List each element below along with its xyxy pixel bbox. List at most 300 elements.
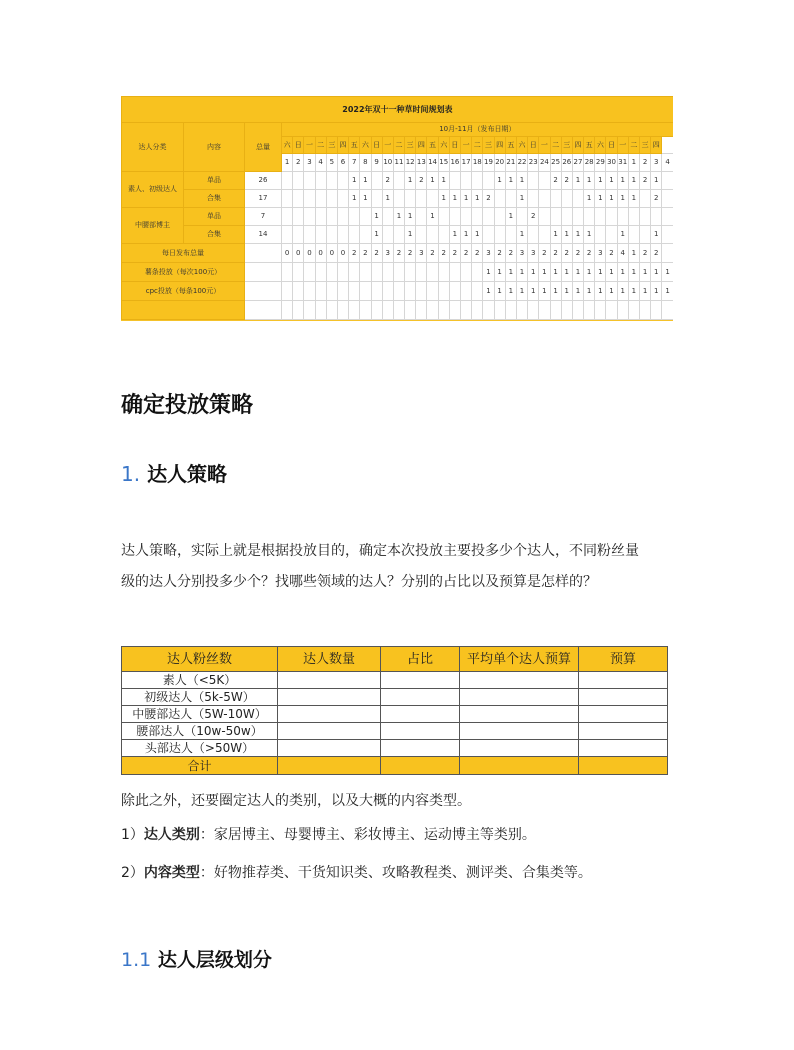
schedule-cell [427,226,438,244]
fans-header-cell: 预算 [579,647,668,672]
weekday-cell: 二 [393,137,404,154]
schedule-cell [595,301,606,320]
schedule-cell [550,208,561,226]
schedule-cell [628,226,639,244]
ad-cell [337,282,348,301]
fans-cell [460,723,579,740]
schedule-cell: 1 [572,226,583,244]
daily-total-cell: 2 [572,244,583,263]
schedule-cell [494,226,505,244]
weekday-cell: 三 [561,137,572,154]
fans-row [122,740,668,757]
ad-cell [293,263,304,282]
schedule-cell [326,172,337,190]
weekday-cell: 六 [516,137,527,154]
ad-cell [449,282,460,301]
day-cell: 4 [315,154,326,172]
schedule-cell [550,190,561,208]
ad-cell [326,282,337,301]
ad-cell: 1 [662,282,673,301]
ad-cell [382,282,393,301]
schedule-cell [640,226,651,244]
ad-cell: 1 [628,282,639,301]
schedule-cell [337,190,348,208]
weekday-cell: 四 [494,137,505,154]
schedule-cell [449,208,460,226]
schedule-cell [662,172,673,190]
day-cell: 6 [337,154,348,172]
day-cell: 10 [382,154,393,172]
schedule-cell [326,226,337,244]
ad-cell [360,263,371,282]
day-cell: 15 [438,154,449,172]
ad-cell [371,282,382,301]
schedule-cell [561,301,572,320]
day-cell: 18 [472,154,483,172]
schedule-cell [483,226,494,244]
ad-cell [393,263,404,282]
schedule-row [122,208,674,226]
day-cell: 28 [584,154,595,172]
daily-total-cell: 2 [371,244,382,263]
fans-tier-label: 初级达人（5k-5W） [122,689,278,706]
list-item-2-text: ：好物推荐类、干货知识类、攻略教程类、测评类、合集类等。 [199,865,592,881]
weekday-cell: 四 [651,137,662,154]
row-content: 单品 [184,208,245,226]
schedule-cell [304,226,315,244]
ad-cell: 1 [595,263,606,282]
schedule-cell [315,190,326,208]
daily-total-cell: 2 [393,244,404,263]
daily-total-cell: 0 [326,244,337,263]
ad-cell [461,282,472,301]
schedule-cell [561,208,572,226]
schedule-cell [539,226,550,244]
paragraph-2: 除此之外，还要圈定达人的类别，以及大概的内容类型。 [121,793,471,809]
schedule-cell [606,301,617,320]
day-cell: 4 [662,154,673,172]
schedule-cell [505,226,516,244]
ad-cell [360,282,371,301]
schedule-cell [349,226,360,244]
weekday-cell: 一 [382,137,393,154]
weekday-cell: 一 [304,137,315,154]
ad-row-label [122,301,245,320]
schedule-cell [662,208,673,226]
schedule-cell [371,301,382,320]
schedule-cell: 1 [360,190,371,208]
schedule-cell [662,226,673,244]
schedule-cell [360,208,371,226]
fans-row [122,706,668,723]
schedule-cell [326,190,337,208]
schedule-cell: 1 [516,190,527,208]
ad-cell [438,263,449,282]
fans-cell [381,723,460,740]
schedule-cell [416,208,427,226]
col-header-category: 达人分类 [122,123,184,172]
schedule-cell: 1 [371,208,382,226]
group-name: 中腰部博主 [122,208,184,244]
daily-total-cell: 2 [539,244,550,263]
schedule-cell [282,172,293,190]
ad-cell [282,263,293,282]
section-1-heading [121,458,227,487]
ad-cell: 1 [494,263,505,282]
schedule-cell: 1 [472,190,483,208]
fans-header-cell: 达人粉丝数 [122,647,278,672]
fans-cell [278,672,381,689]
schedule-cell [326,208,337,226]
schedule-cell [595,208,606,226]
fans-cell [460,689,579,706]
schedule-cell [449,301,460,320]
ad-row [122,282,674,301]
day-cell: 14 [427,154,438,172]
day-cell: 1 [628,154,639,172]
weekday-cell: 六 [360,137,371,154]
ad-cell: 1 [505,282,516,301]
day-cell: 2 [293,154,304,172]
daily-total-cell: 2 [438,244,449,263]
day-cell: 9 [371,154,382,172]
list-item-1-text: ：家居博主、母婴博主、彩妆博主、运动博主等类别。 [199,827,536,843]
day-cell: 23 [528,154,539,172]
daily-total-cell: 2 [349,244,360,263]
schedule-cell [382,226,393,244]
schedule-cell [461,208,472,226]
schedule-cell: 1 [382,190,393,208]
schedule-cell: 1 [438,172,449,190]
schedule-cell: 1 [606,172,617,190]
daily-total-cell [662,244,673,263]
schedule-cell: 1 [561,226,572,244]
fans-total-cell [460,757,579,775]
schedule-cell: 1 [550,226,561,244]
schedule-cell: 1 [472,226,483,244]
list-item-1-label: 达人类别 [143,827,200,843]
schedule-cell [293,301,304,320]
section-1-1-heading [121,945,272,972]
schedule-cell [427,301,438,320]
schedule-cell [572,190,583,208]
fans-total-cell [579,757,668,775]
schedule-cell [628,208,639,226]
row-total: 17 [245,190,282,208]
schedule-row [122,190,674,208]
schedule-cell [304,190,315,208]
day-cell: 24 [539,154,550,172]
schedule-cell [393,190,404,208]
schedule-cell [472,208,483,226]
schedule-cell [528,190,539,208]
schedule-cell: 1 [617,190,628,208]
fans-cell [278,723,381,740]
ad-cell: 1 [584,282,595,301]
daily-total-cell: 3 [382,244,393,263]
schedule-cell [606,208,617,226]
schedule-cell [315,208,326,226]
fans-row [122,672,668,689]
schedule-cell [337,172,348,190]
ad-cell: 1 [606,282,617,301]
day-cell: 29 [595,154,606,172]
fans-tier-label: 头部达人（>50W） [122,740,278,757]
schedule-cell [304,208,315,226]
fans-total-cell [381,757,460,775]
schedule-cell [662,190,673,208]
row-content: 单品 [184,172,245,190]
schedule-cell [315,226,326,244]
schedule-cell [550,301,561,320]
schedule-cell: 1 [461,226,472,244]
ad-cell [282,282,293,301]
schedule-cell [483,301,494,320]
section-1-number: 1. [121,462,141,486]
ad-cell: 1 [584,263,595,282]
schedule-cell [528,301,539,320]
fans-row [122,723,668,740]
daily-total-cell: 3 [595,244,606,263]
ad-cell: 1 [572,282,583,301]
ad-cell [438,282,449,301]
ad-cell: 1 [516,263,527,282]
day-cell: 16 [449,154,460,172]
fans-total-label: 合计 [122,757,278,775]
weekday-cell: 三 [640,137,651,154]
ad-cell [315,263,326,282]
daily-total-cell: 2 [584,244,595,263]
daily-total-cell: 2 [651,244,662,263]
fans-cell [278,689,381,706]
ad-cell: 1 [550,282,561,301]
daily-total-cell: 3 [528,244,539,263]
schedule-cell [393,172,404,190]
daily-total-row [122,244,674,263]
weekday-cell: 五 [427,137,438,154]
list-item-2-label: 内容类型 [143,865,200,881]
fans-cell [278,740,381,757]
schedule-cell [539,190,550,208]
schedule-cell: 1 [349,172,360,190]
ad-cell [405,263,416,282]
weekday-cell: 三 [326,137,337,154]
ad-cell [382,263,393,282]
daily-total-cell: 1 [628,244,639,263]
list-item-1-prefix: 1） [121,827,144,843]
weekday-cell: 六 [282,137,293,154]
ad-row-label: 薯条投放（每次100元） [122,263,245,282]
schedule-cell: 1 [595,172,606,190]
schedule-cell [304,301,315,320]
schedule-cell [304,172,315,190]
schedule-cell [438,301,449,320]
schedule-cell [393,226,404,244]
fans-header-cell: 占比 [381,647,460,672]
fans-cell [381,672,460,689]
schedule-cell [282,226,293,244]
schedule-cell: 1 [505,172,516,190]
schedule-cell [293,190,304,208]
fans-cell [579,706,668,723]
fans-row [122,689,668,706]
ad-cell: 1 [595,282,606,301]
schedule-cell: 1 [494,172,505,190]
weekday-cell: 一 [617,137,628,154]
weekday-cell: 二 [550,137,561,154]
fans-cell [381,706,460,723]
schedule-cell: 1 [651,172,662,190]
day-cell: 1 [282,154,293,172]
section-1-1-title: 达人层级划分 [157,949,272,971]
fans-tier-label: 腰部达人（10w-50w） [122,723,278,740]
schedule-cell [494,190,505,208]
weekday-cell: 三 [405,137,416,154]
daily-total-cell: 2 [461,244,472,263]
schedule-cell: 1 [628,190,639,208]
schedule-cell [584,301,595,320]
fans-cell [579,689,668,706]
schedule-cell [360,301,371,320]
day-cell: 3 [304,154,315,172]
daily-total-cell: 2 [640,244,651,263]
schedule-cell [528,226,539,244]
schedule-cell [617,301,628,320]
schedule-cell [405,301,416,320]
day-cell: 27 [572,154,583,172]
ad-cell [337,263,348,282]
ad-cell: 1 [628,263,639,282]
ad-cell: 1 [617,282,628,301]
fans-table [121,646,668,775]
schedule-cell: 1 [393,208,404,226]
daily-total-cell: 2 [427,244,438,263]
fans-cell [460,740,579,757]
daily-total-cell: 0 [304,244,315,263]
schedule-cell: 2 [382,172,393,190]
schedule-cell: 1 [516,172,527,190]
schedule-cell: 1 [606,190,617,208]
daily-total-cell: 4 [617,244,628,263]
schedule-cell [405,190,416,208]
day-cell: 2 [640,154,651,172]
row-content: 合集 [184,226,245,244]
day-cell: 12 [405,154,416,172]
schedule-cell: 1 [427,208,438,226]
schedule-cell [539,172,550,190]
fans-cell [579,723,668,740]
day-cell: 3 [651,154,662,172]
row-total: 7 [245,208,282,226]
schedule-cell [494,301,505,320]
row-total [245,263,282,282]
schedule-cell: 1 [651,226,662,244]
weekday-cell: 日 [449,137,460,154]
section-1-1-number: 1.1 [121,949,152,971]
schedule-cell [561,190,572,208]
schedule-cell [662,301,673,320]
daily-total-cell: 2 [561,244,572,263]
daily-total-cell: 0 [315,244,326,263]
schedule-table [121,96,673,321]
ad-cell: 1 [606,263,617,282]
schedule-cell: 1 [449,226,460,244]
ad-cell [416,263,427,282]
ad-cell: 1 [617,263,628,282]
daily-total-cell: 2 [449,244,460,263]
fans-cell [460,706,579,723]
schedule-cell [315,301,326,320]
fans-cell [278,706,381,723]
schedule-cell [640,301,651,320]
daily-total-cell: 3 [483,244,494,263]
schedule-cell: 2 [550,172,561,190]
ad-cell [427,263,438,282]
schedule-cell [494,208,505,226]
schedule-cell [461,172,472,190]
schedule-cell [483,208,494,226]
daily-total-cell: 2 [550,244,561,263]
row-content: 合集 [184,190,245,208]
schedule-cell: 2 [561,172,572,190]
weekday-cell: 六 [438,137,449,154]
schedule-cell [449,172,460,190]
schedule-cell: 1 [461,190,472,208]
ad-cell [427,282,438,301]
ad-cell: 1 [539,263,550,282]
schedule-cell [416,226,427,244]
ad-cell: 1 [528,263,539,282]
ad-cell [461,263,472,282]
ad-cell [371,263,382,282]
row-total: 14 [245,226,282,244]
day-cell: 5 [326,154,337,172]
ad-cell [293,282,304,301]
schedule-cell [438,226,449,244]
schedule-cell [472,172,483,190]
schedule-cell: 1 [438,190,449,208]
schedule-cell [539,208,550,226]
schedule-row [122,172,674,190]
schedule-cell [438,208,449,226]
schedule-cell [651,301,662,320]
row-total [245,244,282,263]
schedule-cell [528,172,539,190]
day-cell: 20 [494,154,505,172]
schedule-cell [416,301,427,320]
schedule-cell: 2 [528,208,539,226]
ad-cell [472,282,483,301]
ad-row-label: cpc投放（每条100元） [122,282,245,301]
schedule-cell: 1 [584,190,595,208]
day-cell: 26 [561,154,572,172]
ad-cell [326,263,337,282]
ad-cell: 1 [516,282,527,301]
schedule-cell: 1 [628,172,639,190]
fans-cell [381,689,460,706]
list-item-1 [121,820,536,851]
schedule-cell [326,301,337,320]
schedule-cell: 1 [405,226,416,244]
schedule-cell: 1 [405,172,416,190]
ad-cell: 1 [550,263,561,282]
paragraph-1-line-2: 级的达人分别投多少个？找哪些领域的达人？分别的占比以及预算是怎样的？ [121,574,597,590]
schedule-cell [293,172,304,190]
fans-cell [381,740,460,757]
ad-cell [315,282,326,301]
schedule-cell [315,172,326,190]
day-cell: 7 [349,154,360,172]
